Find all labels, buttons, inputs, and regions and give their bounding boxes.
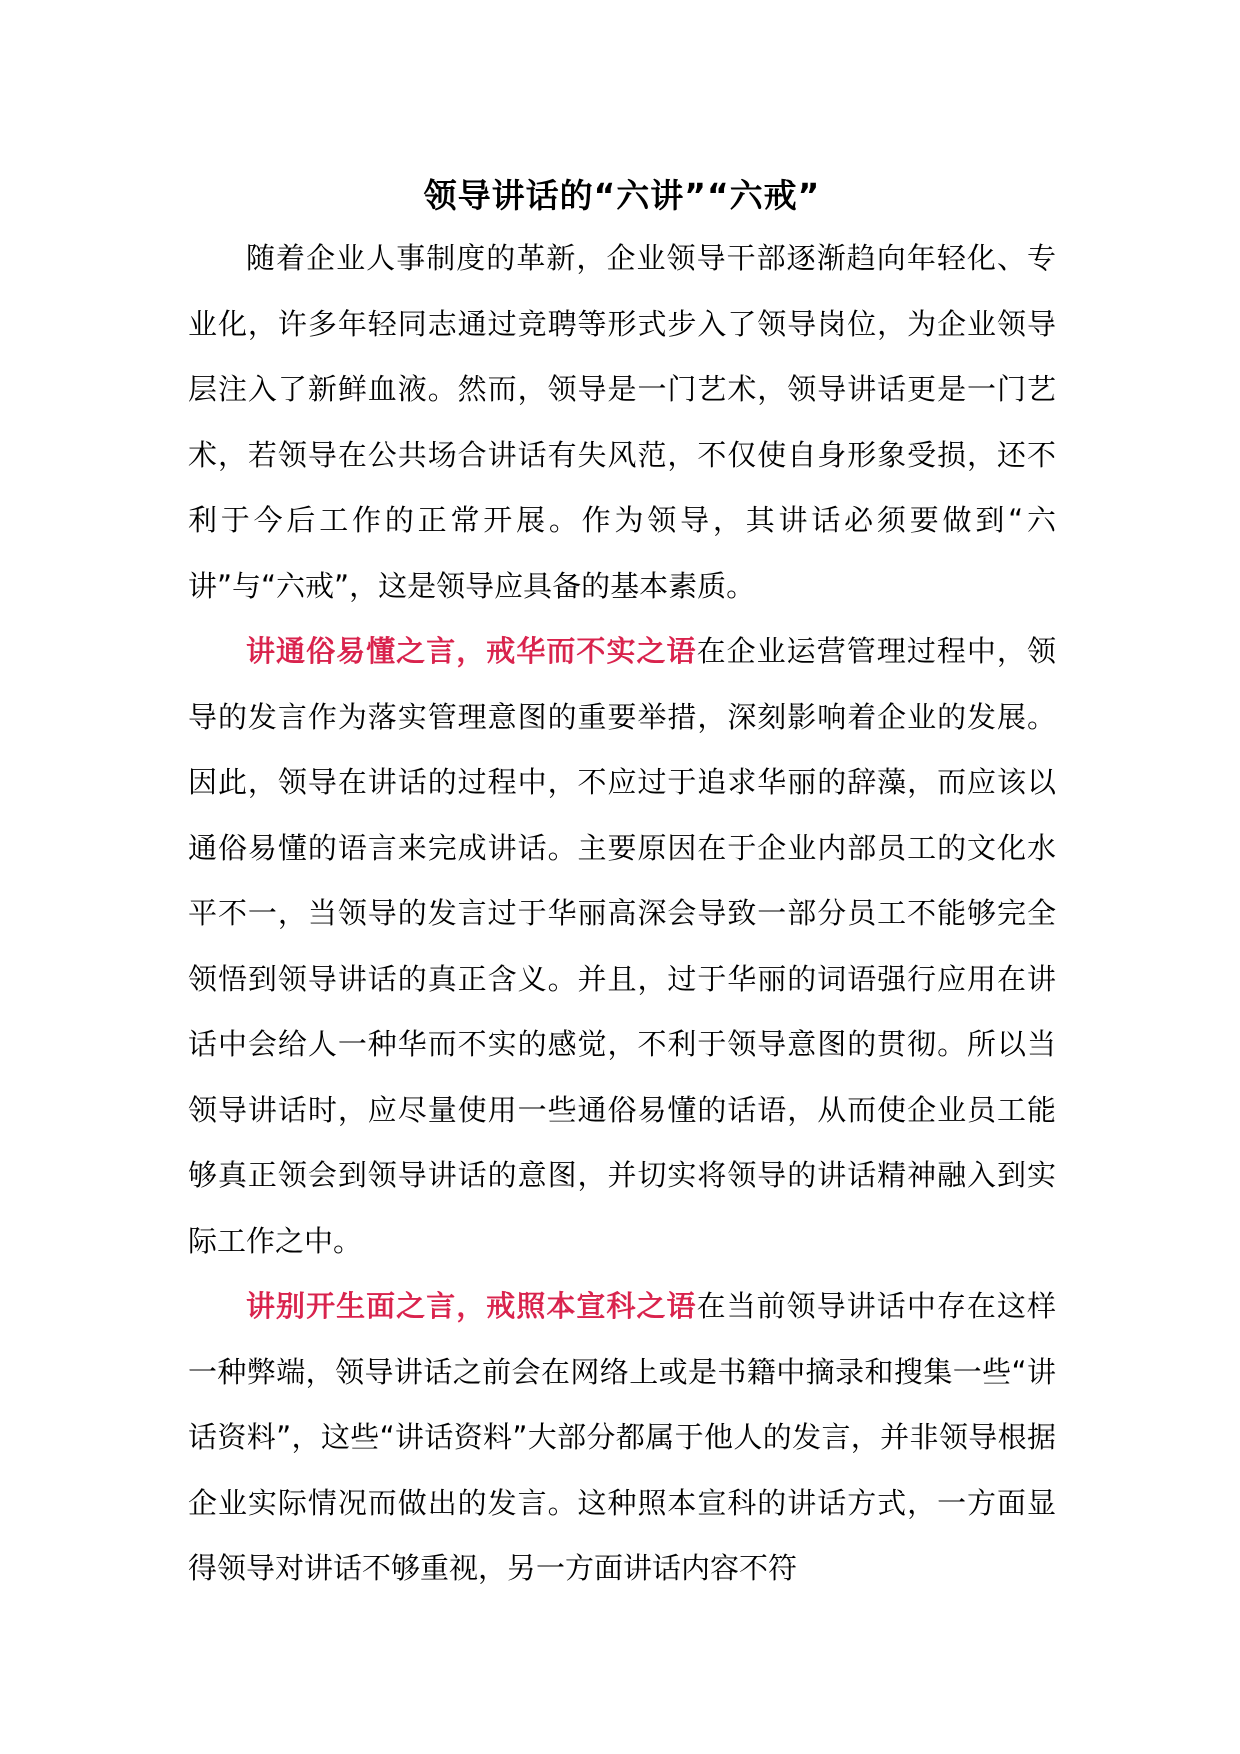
section-heading-2: 讲别开生面之言，戒照本宣科之语 <box>246 1289 697 1323</box>
section-heading-1: 讲通俗易懂之言，戒华而不实之语 <box>246 634 697 668</box>
section-text-1: 在企业运营管理过程中，领导的发言作为落实管理意图的重要举措，深刻影响着企业的发展。因此，领导在讲话的过程中，不应过于追求华丽的辞藻，而应该以通俗易懂的语言来完成讲话。主要原因在于企业内部员工的文化水平不一，当领导的发言过于华丽高深会导致一部分员工不能够完全领悟到领导讲话的真正含义。并且，过于华丽的词语强行应用在讲话中会给人一种华而不实的感觉，不利于领导意图的贯彻。所以当领导讲话时，应尽量使用一些通俗易懂的话语，从而使企业员工能够真正领会到领导讲话的意图，并切实将领导的讲话精神融入到实际工作之中。 <box>188 634 1056 1258</box>
section-paragraph-1 <box>188 619 1056 1274</box>
document-page <box>188 172 1056 1602</box>
section-paragraph-2 <box>188 1274 1056 1602</box>
intro-paragraph <box>188 226 1056 619</box>
document-title: 领导讲话的“六讲”“六戒” <box>423 176 821 215</box>
intro-paragraph-text: 随着企业人事制度的革新，企业领导干部逐渐趋向年轻化、专业化，许多年轻同志通过竞聘等形式步入了领导岗位，为企业领导层注入了新鲜血液。然而，领导是一门艺术，领导讲话更是一门艺术，若领导在公共场合讲话有失风范，不仅使自身形象受损，还不利于今后工作的正常开展。作为领导，其讲话必须要做到“六讲”与“六戒”，这是领导应具备的基本素质。 <box>188 241 1056 603</box>
section-text-2: 在当前领导讲话中存在这样一种弊端，领导讲话之前会在网络上或是书籍中摘录和搜集一些“讲话资料”，这些“讲话资料”大部分都属于他人的发言，并非领导根据企业实际情况而做出的发言。这种照本宣科的讲话方式，一方面显得领导对讲话不够重视，另一方面讲话内容不符 <box>188 1289 1056 1585</box>
